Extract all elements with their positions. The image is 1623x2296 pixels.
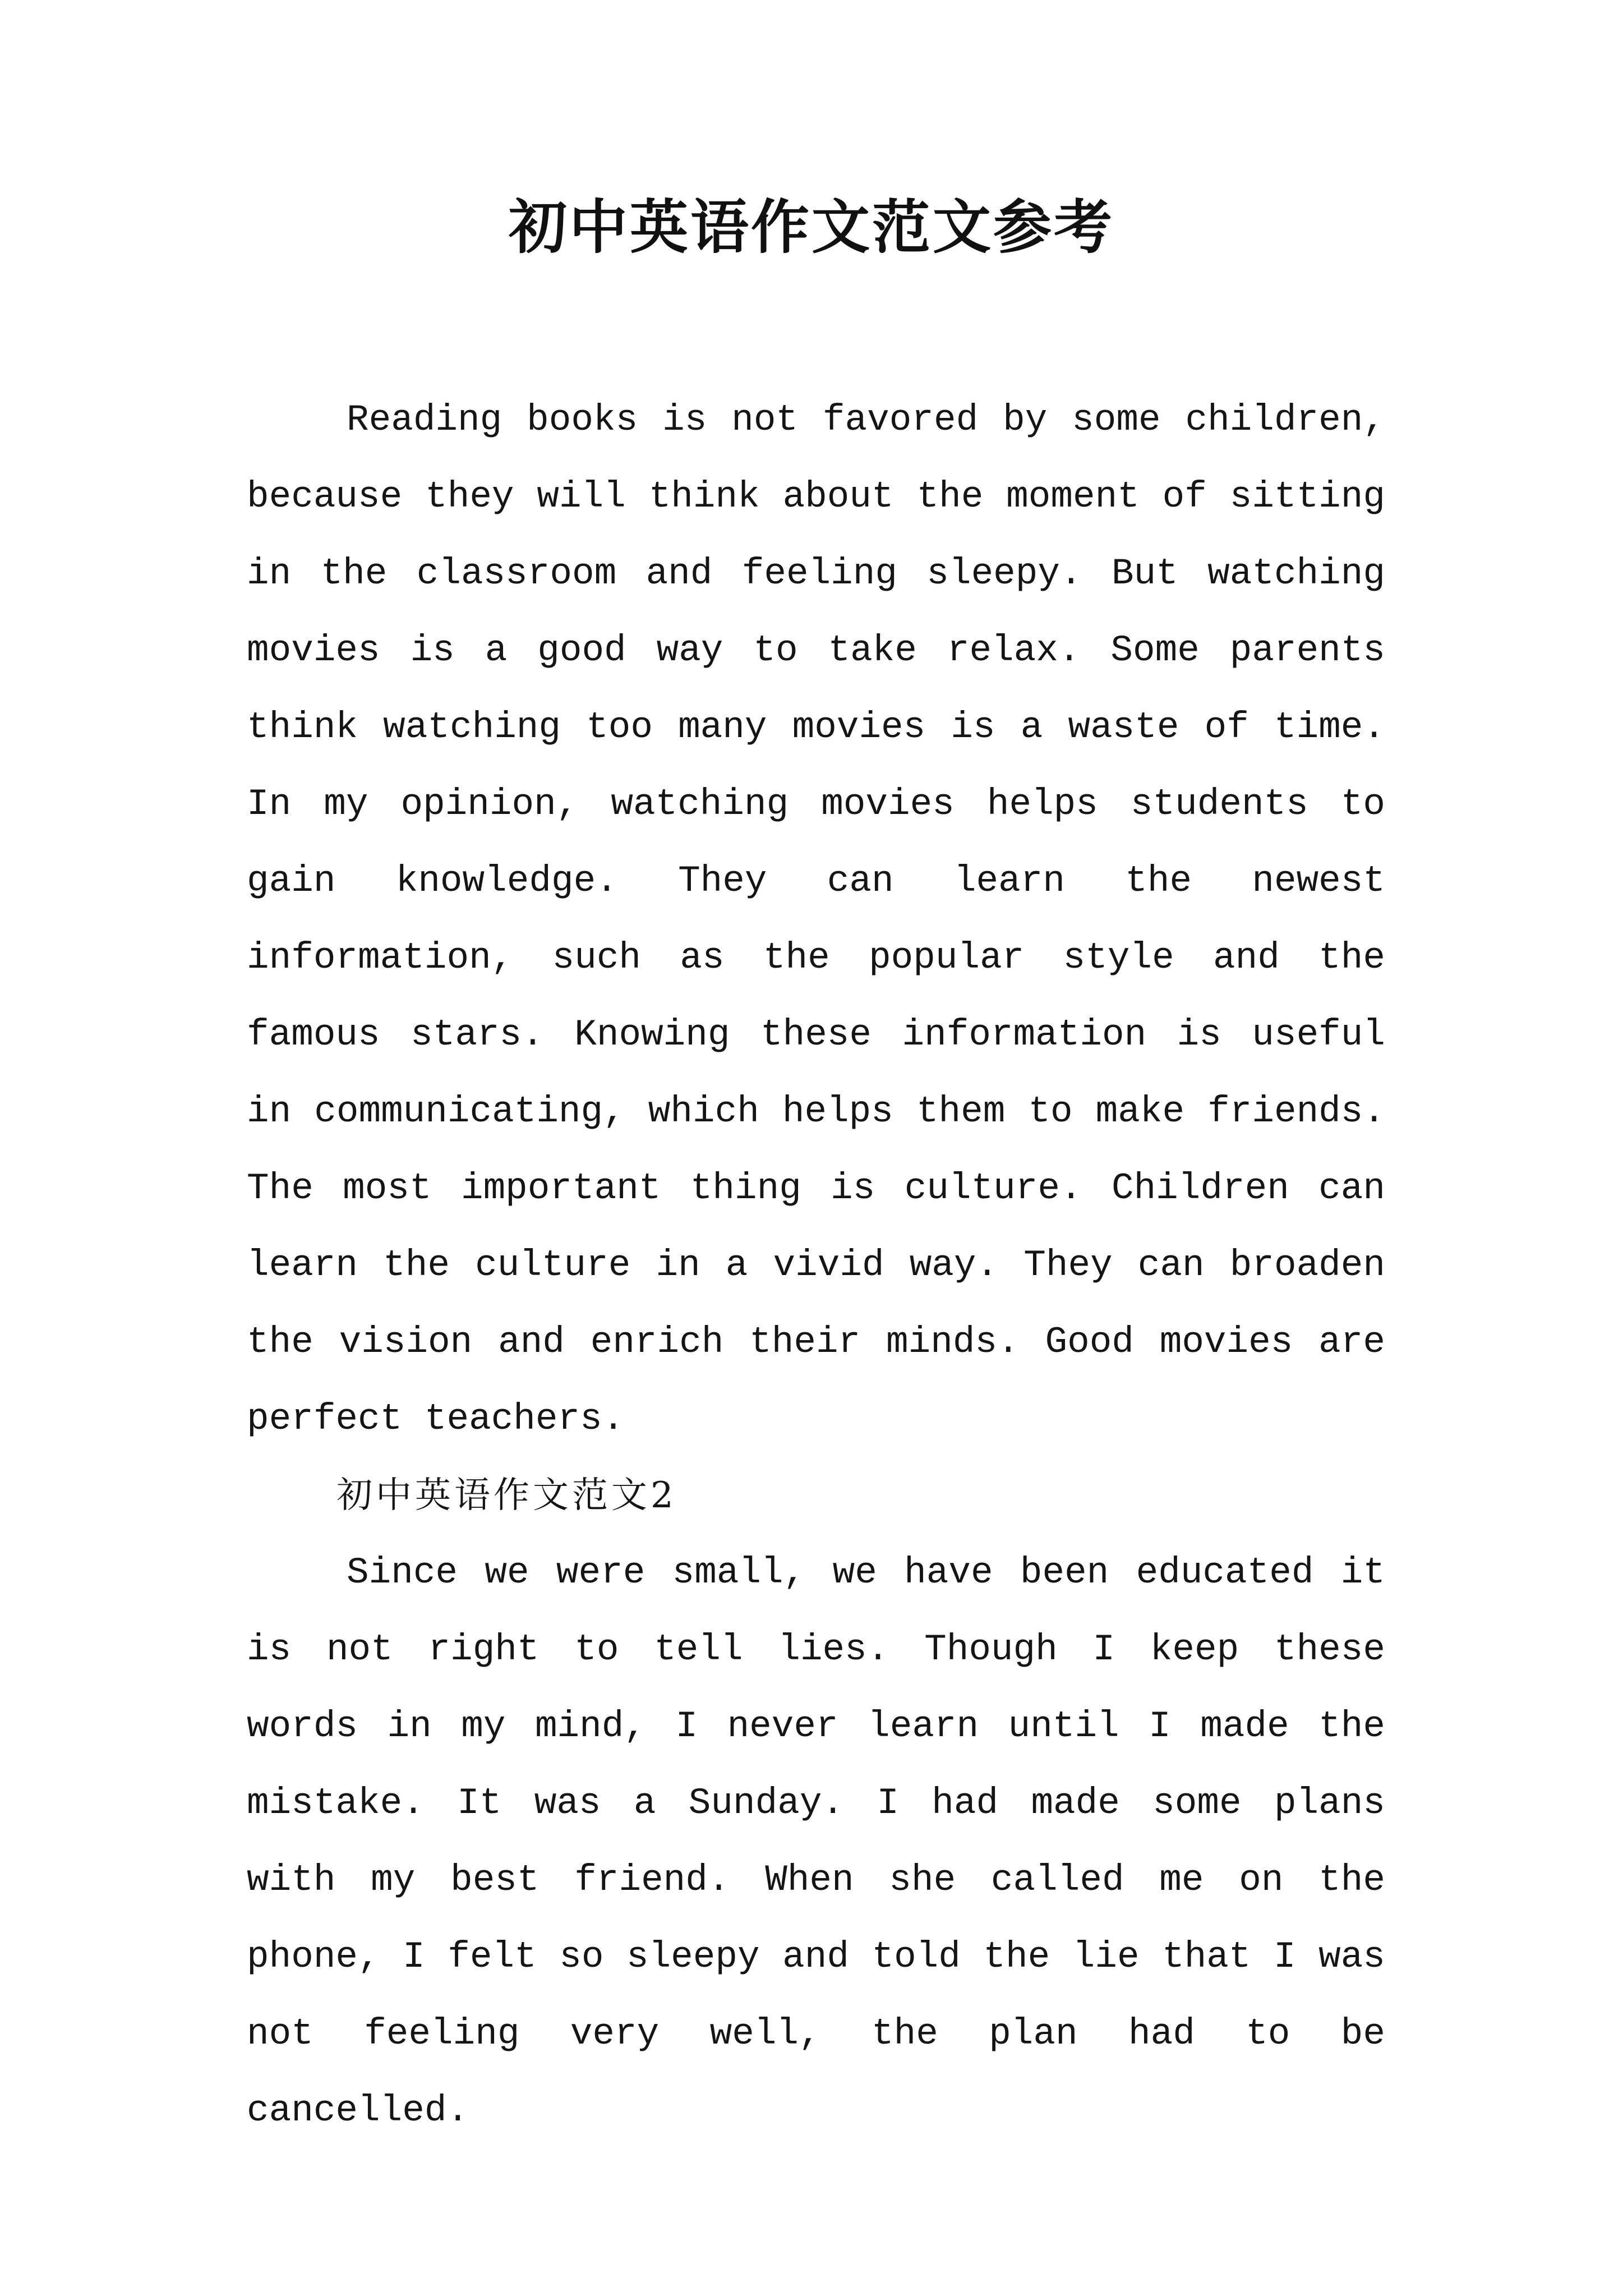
page-title: 初中英语作文范文参考	[508, 192, 1114, 261]
essay-paragraph-1: Reading books is not favored by some children, because they will think about the moment of sitting in the classroom and feeling sleepy. But watching movies is a good way to take relax. Some parents think watching too many movies is a waste of time. In my opinion, watching movies helps students to gain knowledge. They can learn the newest information, such as the popular style and the famous stars. Knowing these information is useful in communicating, which helps them to make friends. The most important thing is culture. Children can learn the culture in a vivid way. They can broaden the vision and enrich their minds. Good movies are perfect teachers.	[247, 399, 1385, 1440]
essay-paragraph-2: Since we were small, we have been educated it is not right to tell lies. Though I keep these words in my mind, I never learn until I made the mistake. It was a Sunday. I had made some plans with my best friend. When she called me on the phone, I felt so sleepy and told the lie that I was not feeling very well, the plan had to be cancelled.	[247, 1552, 1385, 2132]
essay-subheading-2: 初中英语作文范文2	[336, 1475, 677, 1516]
document-body	[247, 381, 1385, 2149]
